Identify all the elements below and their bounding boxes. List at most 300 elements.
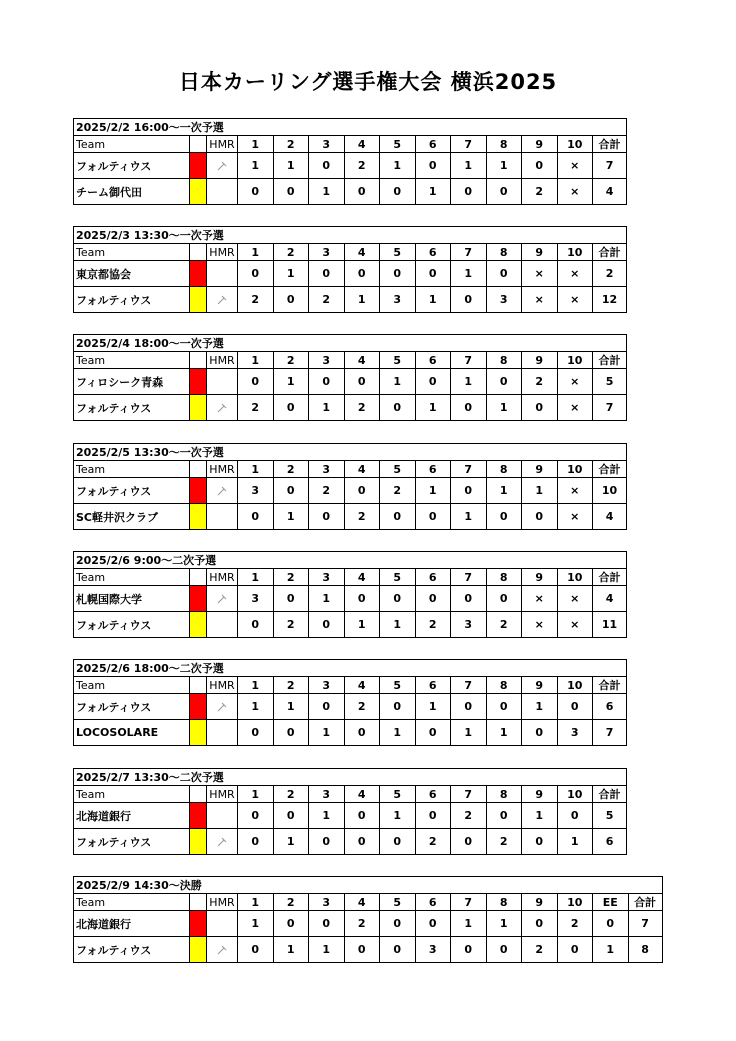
end-score: 0 bbox=[486, 803, 522, 829]
hmr-header: HMR bbox=[207, 894, 238, 911]
end-score: 2 bbox=[522, 369, 558, 395]
total-header: 合計 bbox=[593, 786, 627, 803]
end-header: 10 bbox=[557, 461, 593, 478]
game-caption: 2025/2/7 13:30～二次予選 bbox=[74, 769, 627, 786]
end-score: 0 bbox=[238, 937, 274, 963]
game-caption: 2025/2/3 13:30～一次予選 bbox=[74, 227, 627, 244]
end-score: 1 bbox=[380, 369, 416, 395]
end-header: 3 bbox=[309, 786, 345, 803]
hammer-cell bbox=[207, 287, 238, 313]
stone-header bbox=[190, 677, 207, 694]
end-header: 6 bbox=[415, 352, 451, 369]
score-table bbox=[73, 226, 627, 313]
end-header: 9 bbox=[522, 136, 558, 153]
end-header: 10 bbox=[557, 894, 593, 911]
team-row bbox=[74, 720, 627, 746]
stone-header bbox=[190, 461, 207, 478]
end-header: 2 bbox=[273, 244, 309, 261]
game-scoreboard bbox=[73, 118, 627, 205]
end-score: 1 bbox=[486, 911, 522, 937]
end-score: 0 bbox=[415, 586, 451, 612]
end-score: 0 bbox=[344, 829, 380, 855]
hammer-cell bbox=[207, 369, 238, 395]
end-score: 0 bbox=[557, 694, 593, 720]
end-score: 1 bbox=[273, 829, 309, 855]
stone-color-red bbox=[190, 803, 207, 829]
hammer-icon bbox=[214, 593, 230, 605]
end-header: 2 bbox=[273, 461, 309, 478]
hammer-cell bbox=[207, 911, 238, 937]
team-name: フォルティウス bbox=[74, 612, 190, 638]
end-score: 0 bbox=[309, 694, 345, 720]
end-header: 6 bbox=[415, 244, 451, 261]
end-header: 1 bbox=[238, 244, 274, 261]
end-header: 6 bbox=[415, 569, 451, 586]
game-caption: 2025/2/6 9:00～二次予選 bbox=[74, 552, 627, 569]
team-header: Team bbox=[74, 677, 190, 694]
stone-color-yellow bbox=[190, 287, 207, 313]
end-header: 9 bbox=[522, 569, 558, 586]
team-name: フォルティウス bbox=[74, 694, 190, 720]
end-header: 5 bbox=[380, 352, 416, 369]
end-score: 2 bbox=[415, 612, 451, 638]
game-caption-row bbox=[74, 227, 627, 244]
end-score: 1 bbox=[415, 694, 451, 720]
end-score: 1 bbox=[486, 478, 522, 504]
end-header: 7 bbox=[451, 461, 487, 478]
hammer-cell bbox=[207, 720, 238, 746]
total-score: 4 bbox=[593, 586, 627, 612]
team-row bbox=[74, 153, 627, 179]
end-header: 8 bbox=[486, 677, 522, 694]
end-header: 9 bbox=[522, 894, 558, 911]
team-row bbox=[74, 829, 627, 855]
team-name: フォルティウス bbox=[74, 395, 190, 421]
end-score: 0 bbox=[415, 261, 451, 287]
hmr-header: HMR bbox=[207, 786, 238, 803]
team-name: 北海道銀行 bbox=[74, 803, 190, 829]
end-score: 3 bbox=[380, 287, 416, 313]
team-name: フォルティウス bbox=[74, 937, 190, 963]
hammer-cell bbox=[207, 612, 238, 638]
hammer-icon bbox=[214, 294, 230, 306]
end-score: 2 bbox=[344, 153, 380, 179]
end-header: 5 bbox=[380, 136, 416, 153]
hammer-icon bbox=[214, 402, 230, 414]
end-header: 1 bbox=[238, 677, 274, 694]
hammer-cell bbox=[207, 179, 238, 205]
end-header: 7 bbox=[451, 352, 487, 369]
hammer-cell bbox=[207, 478, 238, 504]
team-name: SC軽井沢クラブ bbox=[74, 504, 190, 530]
end-score: 0 bbox=[238, 612, 274, 638]
team-row bbox=[74, 504, 627, 530]
end-header: 4 bbox=[344, 136, 380, 153]
end-score: 1 bbox=[309, 395, 345, 421]
end-score: 0 bbox=[593, 911, 629, 937]
end-score: 0 bbox=[380, 395, 416, 421]
team-header: Team bbox=[74, 244, 190, 261]
game-caption: 2025/2/6 18:00～二次予選 bbox=[74, 660, 627, 677]
end-score: 3 bbox=[451, 612, 487, 638]
score-table bbox=[73, 876, 663, 963]
end-score: 0 bbox=[344, 478, 380, 504]
stone-header bbox=[190, 244, 207, 261]
end-score: 2 bbox=[344, 911, 380, 937]
score-table bbox=[73, 551, 627, 638]
end-score: 1 bbox=[309, 179, 345, 205]
stone-header bbox=[190, 569, 207, 586]
team-name: フォルティウス bbox=[74, 829, 190, 855]
end-header: 8 bbox=[486, 352, 522, 369]
hammer-cell bbox=[207, 803, 238, 829]
end-score: 0 bbox=[238, 720, 274, 746]
end-score: 0 bbox=[344, 369, 380, 395]
game-caption-row bbox=[74, 335, 627, 352]
total-score: 5 bbox=[593, 803, 627, 829]
end-header: 4 bbox=[344, 677, 380, 694]
total-score: 4 bbox=[593, 504, 627, 530]
stone-color-yellow bbox=[190, 179, 207, 205]
end-score: 0 bbox=[380, 504, 416, 530]
stone-color-yellow bbox=[190, 937, 207, 963]
team-header: Team bbox=[74, 569, 190, 586]
end-score: 1 bbox=[273, 694, 309, 720]
end-header: 7 bbox=[451, 677, 487, 694]
end-score: 0 bbox=[238, 829, 274, 855]
end-score: 0 bbox=[522, 504, 558, 530]
stone-color-red bbox=[190, 586, 207, 612]
header-row bbox=[74, 786, 627, 803]
end-score: 0 bbox=[309, 911, 345, 937]
total-score: 2 bbox=[593, 261, 627, 287]
end-score: 0 bbox=[309, 369, 345, 395]
stone-color-red bbox=[190, 911, 207, 937]
end-header: 8 bbox=[486, 786, 522, 803]
end-score: 0 bbox=[522, 395, 558, 421]
end-score: 0 bbox=[344, 586, 380, 612]
end-score: 1 bbox=[344, 287, 380, 313]
team-name: フォルティウス bbox=[74, 478, 190, 504]
end-score: 0 bbox=[273, 803, 309, 829]
header-row bbox=[74, 244, 627, 261]
team-header: Team bbox=[74, 461, 190, 478]
end-score: 3 bbox=[238, 586, 274, 612]
game-scoreboard bbox=[73, 226, 627, 313]
end-score: 1 bbox=[238, 153, 274, 179]
end-score: 2 bbox=[415, 829, 451, 855]
end-score: 0 bbox=[309, 612, 345, 638]
end-score: × bbox=[557, 612, 593, 638]
end-score: 1 bbox=[522, 803, 558, 829]
game-scoreboard bbox=[73, 659, 627, 746]
end-header: EE bbox=[593, 894, 629, 911]
end-score: 0 bbox=[238, 803, 274, 829]
end-header: 5 bbox=[380, 677, 416, 694]
score-table bbox=[73, 334, 627, 421]
end-header: 7 bbox=[451, 894, 487, 911]
end-header: 4 bbox=[344, 569, 380, 586]
end-score: 0 bbox=[273, 395, 309, 421]
end-score: 1 bbox=[273, 504, 309, 530]
total-header: 合計 bbox=[593, 352, 627, 369]
end-score: 0 bbox=[486, 261, 522, 287]
header-row bbox=[74, 352, 627, 369]
end-header: 4 bbox=[344, 894, 380, 911]
end-score: 1 bbox=[309, 937, 345, 963]
stone-color-red bbox=[190, 261, 207, 287]
end-score: 1 bbox=[273, 937, 309, 963]
team-name: フォルティウス bbox=[74, 287, 190, 313]
total-header: 合計 bbox=[628, 894, 662, 911]
end-score: 1 bbox=[451, 504, 487, 530]
end-header: 1 bbox=[238, 569, 274, 586]
total-score: 7 bbox=[593, 153, 627, 179]
end-score: 0 bbox=[415, 911, 451, 937]
end-header: 10 bbox=[557, 569, 593, 586]
end-score: 1 bbox=[380, 153, 416, 179]
game-caption: 2025/2/2 16:00～一次予選 bbox=[74, 119, 627, 136]
end-score: 0 bbox=[238, 179, 274, 205]
end-score: 0 bbox=[273, 911, 309, 937]
team-row bbox=[74, 612, 627, 638]
team-row bbox=[74, 803, 627, 829]
score-table bbox=[73, 118, 627, 205]
end-header: 7 bbox=[451, 569, 487, 586]
end-score: 0 bbox=[273, 287, 309, 313]
game-caption-row bbox=[74, 877, 663, 894]
team-row bbox=[74, 911, 663, 937]
end-header: 2 bbox=[273, 786, 309, 803]
stone-color-yellow bbox=[190, 612, 207, 638]
hammer-cell bbox=[207, 829, 238, 855]
end-header: 1 bbox=[238, 461, 274, 478]
stone-header bbox=[190, 894, 207, 911]
hammer-icon bbox=[214, 485, 230, 497]
end-score: 0 bbox=[451, 586, 487, 612]
end-score: 0 bbox=[273, 586, 309, 612]
end-score: 0 bbox=[309, 829, 345, 855]
team-row bbox=[74, 261, 627, 287]
end-score: 0 bbox=[380, 586, 416, 612]
end-score: 1 bbox=[593, 937, 629, 963]
end-score: 1 bbox=[415, 478, 451, 504]
hmr-header: HMR bbox=[207, 244, 238, 261]
hmr-header: HMR bbox=[207, 677, 238, 694]
end-score: 0 bbox=[380, 937, 416, 963]
end-score: 0 bbox=[451, 829, 487, 855]
end-header: 9 bbox=[522, 352, 558, 369]
stone-color-red bbox=[190, 153, 207, 179]
end-score: 3 bbox=[238, 478, 274, 504]
hammer-cell bbox=[207, 395, 238, 421]
end-header: 3 bbox=[309, 352, 345, 369]
end-score: 1 bbox=[415, 179, 451, 205]
end-score: 0 bbox=[415, 153, 451, 179]
end-header: 4 bbox=[344, 352, 380, 369]
end-score: × bbox=[522, 261, 558, 287]
game-caption-row bbox=[74, 444, 627, 461]
end-score: 0 bbox=[309, 153, 345, 179]
end-header: 4 bbox=[344, 461, 380, 478]
end-score: 0 bbox=[486, 937, 522, 963]
end-score: 2 bbox=[309, 287, 345, 313]
end-score: 1 bbox=[415, 395, 451, 421]
total-score: 10 bbox=[593, 478, 627, 504]
team-row bbox=[74, 478, 627, 504]
end-header: 6 bbox=[415, 136, 451, 153]
end-score: 1 bbox=[238, 694, 274, 720]
end-header: 7 bbox=[451, 244, 487, 261]
end-header: 7 bbox=[451, 786, 487, 803]
total-score: 4 bbox=[593, 179, 627, 205]
end-score: 2 bbox=[522, 179, 558, 205]
end-score: 2 bbox=[273, 612, 309, 638]
end-header: 2 bbox=[273, 136, 309, 153]
end-header: 5 bbox=[380, 244, 416, 261]
end-score: 0 bbox=[380, 179, 416, 205]
end-score: 0 bbox=[557, 937, 593, 963]
end-header: 6 bbox=[415, 894, 451, 911]
end-score: 0 bbox=[344, 937, 380, 963]
stone-header bbox=[190, 786, 207, 803]
end-score: × bbox=[557, 586, 593, 612]
end-score: 0 bbox=[238, 261, 274, 287]
hmr-header: HMR bbox=[207, 352, 238, 369]
stone-color-red bbox=[190, 478, 207, 504]
end-score: 0 bbox=[238, 504, 274, 530]
end-header: 7 bbox=[451, 136, 487, 153]
end-header: 5 bbox=[380, 786, 416, 803]
end-score: × bbox=[522, 287, 558, 313]
end-score: 2 bbox=[380, 478, 416, 504]
team-row bbox=[74, 694, 627, 720]
end-score: 1 bbox=[415, 287, 451, 313]
end-score: 1 bbox=[557, 829, 593, 855]
team-name: フォルティウス bbox=[74, 153, 190, 179]
header-row bbox=[74, 677, 627, 694]
end-header: 8 bbox=[486, 244, 522, 261]
team-header: Team bbox=[74, 352, 190, 369]
hammer-icon bbox=[214, 944, 230, 956]
end-header: 4 bbox=[344, 244, 380, 261]
end-score: 0 bbox=[415, 369, 451, 395]
end-score: 1 bbox=[273, 261, 309, 287]
end-header: 5 bbox=[380, 569, 416, 586]
end-header: 8 bbox=[486, 569, 522, 586]
end-score: 1 bbox=[380, 720, 416, 746]
stone-header bbox=[190, 352, 207, 369]
end-header: 1 bbox=[238, 894, 274, 911]
total-score: 7 bbox=[593, 720, 627, 746]
hmr-header: HMR bbox=[207, 136, 238, 153]
end-score: 1 bbox=[451, 720, 487, 746]
end-score: 0 bbox=[380, 261, 416, 287]
game-scoreboard bbox=[73, 551, 627, 638]
end-score: 1 bbox=[309, 803, 345, 829]
end-score: 0 bbox=[486, 694, 522, 720]
end-header: 2 bbox=[273, 894, 309, 911]
total-score: 6 bbox=[593, 829, 627, 855]
end-score: 0 bbox=[522, 911, 558, 937]
team-row bbox=[74, 179, 627, 205]
end-score: 0 bbox=[344, 720, 380, 746]
total-header: 合計 bbox=[593, 677, 627, 694]
end-score: 2 bbox=[557, 911, 593, 937]
end-header: 9 bbox=[522, 677, 558, 694]
end-score: × bbox=[557, 478, 593, 504]
end-score: 0 bbox=[309, 504, 345, 530]
hmr-header: HMR bbox=[207, 461, 238, 478]
end-header: 2 bbox=[273, 352, 309, 369]
total-score: 5 bbox=[593, 369, 627, 395]
end-header: 4 bbox=[344, 786, 380, 803]
end-score: 0 bbox=[451, 395, 487, 421]
end-header: 8 bbox=[486, 894, 522, 911]
end-score: 2 bbox=[522, 937, 558, 963]
team-name: LOCOSOLARE bbox=[74, 720, 190, 746]
end-score: 2 bbox=[486, 612, 522, 638]
end-score: × bbox=[522, 612, 558, 638]
team-name: 札幌国際大学 bbox=[74, 586, 190, 612]
end-header: 10 bbox=[557, 677, 593, 694]
stone-header bbox=[190, 136, 207, 153]
end-score: × bbox=[557, 395, 593, 421]
end-header: 9 bbox=[522, 461, 558, 478]
end-header: 3 bbox=[309, 894, 345, 911]
end-score: 2 bbox=[451, 803, 487, 829]
end-header: 1 bbox=[238, 352, 274, 369]
game-scoreboard bbox=[73, 443, 627, 530]
hmr-header: HMR bbox=[207, 569, 238, 586]
end-score: 0 bbox=[380, 829, 416, 855]
end-header: 10 bbox=[557, 352, 593, 369]
team-row bbox=[74, 395, 627, 421]
end-score: 0 bbox=[344, 179, 380, 205]
team-row bbox=[74, 937, 663, 963]
header-row bbox=[74, 136, 627, 153]
end-score: 1 bbox=[486, 153, 522, 179]
team-header: Team bbox=[74, 786, 190, 803]
end-score: 1 bbox=[451, 911, 487, 937]
end-score: 3 bbox=[415, 937, 451, 963]
hammer-icon bbox=[214, 160, 230, 172]
end-score: 0 bbox=[273, 478, 309, 504]
end-score: 1 bbox=[273, 369, 309, 395]
end-header: 6 bbox=[415, 461, 451, 478]
end-score: 2 bbox=[486, 829, 522, 855]
end-score: 0 bbox=[522, 829, 558, 855]
game-scoreboard bbox=[73, 768, 627, 855]
end-score: 2 bbox=[344, 504, 380, 530]
end-header: 9 bbox=[522, 244, 558, 261]
header-row bbox=[74, 569, 627, 586]
end-score: 1 bbox=[522, 478, 558, 504]
end-score: 2 bbox=[344, 694, 380, 720]
total-score: 6 bbox=[593, 694, 627, 720]
total-score: 11 bbox=[593, 612, 627, 638]
total-score: 7 bbox=[593, 395, 627, 421]
end-header: 1 bbox=[238, 136, 274, 153]
team-header: Team bbox=[74, 136, 190, 153]
end-header: 3 bbox=[309, 461, 345, 478]
end-score: 1 bbox=[380, 803, 416, 829]
team-name: チーム御代田 bbox=[74, 179, 190, 205]
game-caption: 2025/2/5 13:30～一次予選 bbox=[74, 444, 627, 461]
end-score: 0 bbox=[273, 179, 309, 205]
game-caption-row bbox=[74, 769, 627, 786]
total-header: 合計 bbox=[593, 569, 627, 586]
